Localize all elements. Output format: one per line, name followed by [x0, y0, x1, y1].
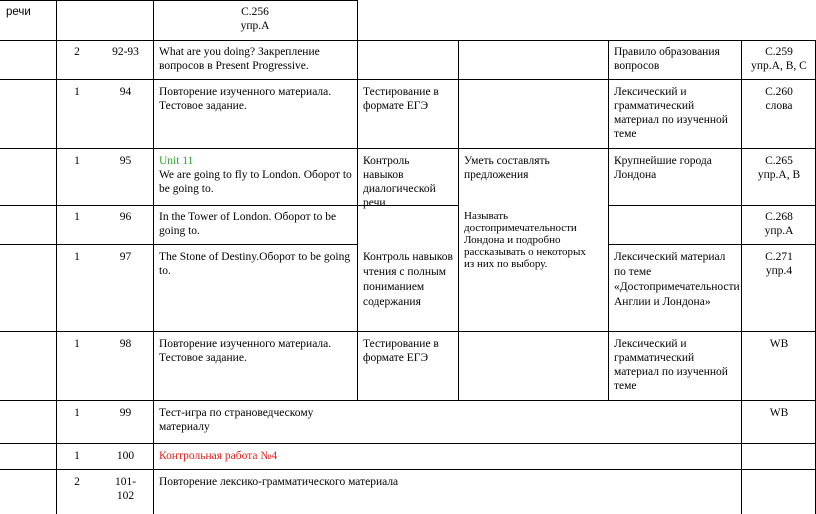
cell-skills: Уметь составлять предложения: [464, 155, 550, 181]
cell-topic: [159, 154, 355, 196]
grid-line: [153, 0, 154, 514]
cell-hours: 1: [74, 251, 80, 263]
cell-speech-label: речи: [6, 6, 31, 18]
cell-control: Контроль навыков диалогической речи: [363, 155, 436, 209]
cell-grammar: Правило образования вопросов: [614, 46, 720, 72]
grid-line: [0, 443, 816, 444]
cell-hours: 2: [74, 46, 80, 58]
cell-topic: The Stone of Destiny.Оборот to be going to.: [159, 251, 351, 277]
grid-line: [608, 205, 816, 206]
grid-line: [608, 40, 609, 400]
cell-grammar: Крупнейшие города Лондона: [614, 155, 712, 181]
cell-topic: Повторение изученного материала. Тестовое задание.: [159, 338, 332, 364]
cell-homework: С.260 слова: [765, 86, 793, 112]
cell-topic: In the Tower of London. Оборот to be going to.: [159, 211, 337, 237]
topic-text: We are going to fly to London. Оборот to be going to.: [159, 169, 352, 195]
grid-line: [608, 244, 816, 245]
cell-lesson-number: 94: [119, 86, 132, 98]
cell-topic: Повторение лексико-грамматического материала: [159, 476, 399, 488]
cell-lesson-number: 101- 102: [114, 476, 137, 502]
cell-lesson-number: 97: [119, 251, 132, 263]
grid-line: [0, 148, 816, 149]
cell-lesson-number: 92-93: [112, 46, 139, 58]
cell-homework: WB: [769, 338, 789, 350]
grid-line: [0, 79, 816, 80]
cell-homework: WB: [769, 407, 789, 419]
cell-control: Тестирование в формате ЕГЭ: [363, 338, 439, 364]
cell-control: Тестирование в формате ЕГЭ: [363, 86, 439, 112]
grid-line: [0, 400, 816, 401]
grid-line: [0, 40, 816, 41]
grid-line: [357, 0, 358, 400]
cell-hours: 1: [74, 407, 80, 419]
grid-line: [0, 244, 358, 245]
cell-homework: С.265 упр.А, В: [757, 155, 801, 181]
cell-grammar: Лексический и грамматический материал по изученной теме: [614, 86, 728, 140]
cell-page-ref: С.256 упр.А: [240, 6, 270, 32]
cell-hours: 1: [74, 86, 80, 98]
cell-hours: 1: [74, 155, 80, 167]
cell-homework: С.268 упр.А: [764, 211, 794, 237]
cell-topic: Тест-игра по страноведческому материалу: [159, 407, 314, 433]
cell-lesson-number: 98: [119, 338, 132, 350]
cell-skills: Называть достопримечательности Лондона и подробно рассказывать о некоторых из них по выбору.: [464, 210, 586, 270]
grid-line: [458, 40, 459, 400]
grid-line: [0, 469, 816, 470]
cell-control: Контроль навыков чтения с полным пониманием содержания: [363, 251, 453, 308]
grid-line: [0, 331, 816, 332]
cell-lesson-number: 100: [116, 450, 135, 462]
cell-grammar: Лексический материал по теме «Достопримечательности Англии и Лондона»: [614, 251, 740, 308]
cell-lesson-number: 95: [119, 155, 132, 167]
cell-topic-control-work: Контрольная работа №4: [159, 450, 278, 462]
cell-hours: 2: [74, 476, 80, 488]
cell-homework: С.271 упр.4: [765, 251, 793, 277]
grid-line: [0, 0, 358, 1]
unit-label: Unit 11: [159, 155, 194, 167]
cell-hours: 1: [74, 450, 80, 462]
cell-lesson-number: 96: [119, 211, 132, 223]
cell-grammar: Лексический и грамматический материал по изученной теме: [614, 338, 728, 392]
cell-topic: What are you doing? Закрепление вопросов в Present Progressive.: [159, 46, 320, 72]
cell-topic: Повторение изученного материала. Тестовое задание.: [159, 86, 332, 112]
cell-hours: 1: [74, 211, 80, 223]
cell-hours: 1: [74, 338, 80, 350]
cell-homework: С.259 упр.А, В, С: [751, 46, 807, 72]
cell-lesson-number: 99: [119, 407, 132, 419]
